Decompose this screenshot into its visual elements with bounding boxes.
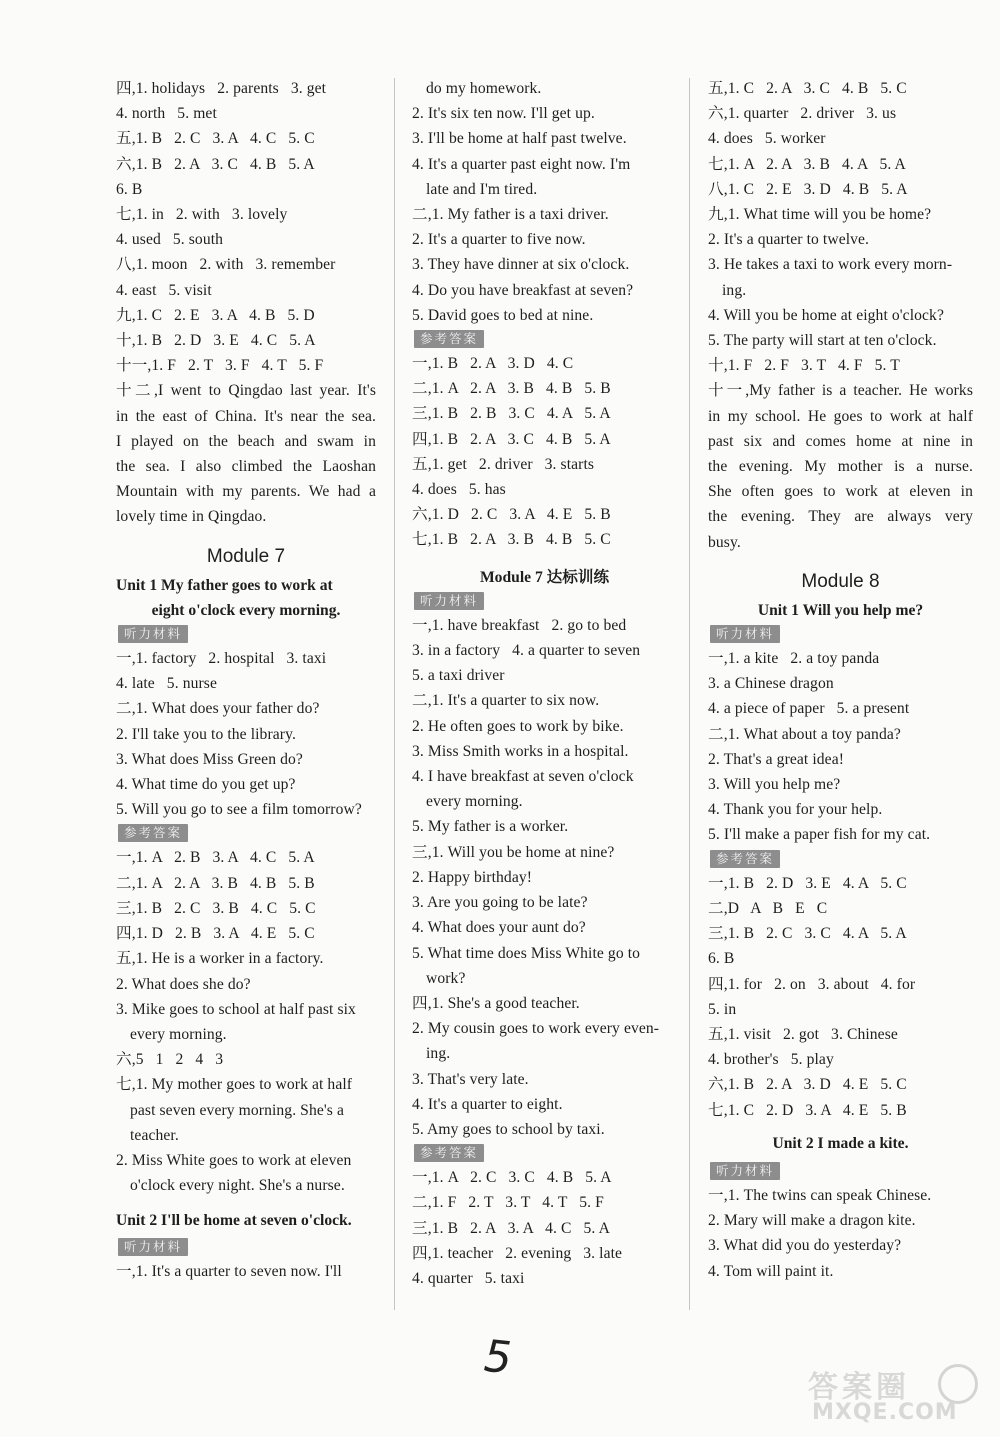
answer-line: 三,1. B 2. A 3. A 4. C 5. A xyxy=(412,1219,610,1237)
answer-line: 九,1. C 2. E 3. A 4. B 5. D xyxy=(116,306,315,324)
watermark-logo xyxy=(790,1360,1000,1437)
module-test-heading: Module 7 达标训练 xyxy=(479,568,610,586)
answer-line: 四,1. B 2. A 3. C 4. B 5. A xyxy=(412,430,611,448)
answer-line: 2. It's a quarter to five now. xyxy=(412,231,586,249)
answer-line: 4. north 5. met xyxy=(116,105,217,123)
answer-line: busy. xyxy=(708,533,741,551)
answer-line: 6. B xyxy=(116,180,143,198)
answer-line: 三,1. B 2. C 3. C 4. A 5. A xyxy=(708,925,907,943)
answer-line: 四,1. holidays 2. parents 3. get xyxy=(116,80,327,97)
answer-column-left xyxy=(116,76,376,1284)
section-label-row xyxy=(412,328,677,351)
section-label: 参考答案 xyxy=(414,1144,484,1162)
answer-line: past seven every morning. She's a xyxy=(130,1101,344,1119)
answer-line: 十一,My father is a teacher. He works xyxy=(708,382,973,400)
answer-line: 五,1. B 2. C 3. A 4. C 5. C xyxy=(116,130,315,148)
answer-line: 2. He often goes to work by bike. xyxy=(412,717,624,735)
answer-line: every morning. xyxy=(426,793,523,811)
answer-line: 3. a Chinese dragon xyxy=(708,675,834,693)
answer-line: 5. Amy goes to school by taxi. xyxy=(412,1120,605,1138)
watermark-text: 答案圈 xyxy=(808,1370,910,1405)
answer-line: 3. Are you going to be late? xyxy=(412,894,588,912)
answer-line: 3. That's very late. xyxy=(412,1070,529,1088)
answer-line: in the east of China. It's near the sea. xyxy=(116,407,376,425)
answer-line: 5. a taxi driver xyxy=(412,667,505,685)
answer-line: 七,1. A 2. A 3. B 4. A 5. A xyxy=(708,155,906,173)
module-heading: Module 7 xyxy=(206,545,286,567)
answer-line: 2. Miss White goes to work at eleven xyxy=(116,1151,352,1169)
answer-line: 3. He takes a taxi to work every morn- xyxy=(708,256,953,274)
section-label-row xyxy=(116,822,376,845)
answer-line: 三,1. B 2. C 3. B 4. C 5. C xyxy=(116,899,316,917)
answer-line: 一,1. a kite 2. a toy panda xyxy=(708,650,880,668)
answer-line: 一,1. It's a quarter to seven now. I'll xyxy=(116,1262,342,1280)
section-label: 听力材料 xyxy=(118,1238,188,1256)
answer-line: 2. Mary will make a dragon kite. xyxy=(708,1212,916,1230)
answer-line: 二,1. My father is a taxi driver. xyxy=(412,206,609,224)
answer-line: 3. What did you do yesterday? xyxy=(708,1237,902,1255)
answer-line: 一,1. The twins can speak Chinese. xyxy=(708,1186,932,1204)
answer-line: 4. used 5. south xyxy=(116,231,224,249)
answer-line: 4. Tom will paint it. xyxy=(708,1262,834,1280)
answer-line: 2. Happy birthday! xyxy=(412,868,533,886)
answer-line: 六,1. D 2. C 3. A 4. E 5. B xyxy=(412,506,611,524)
answer-line: 5. My father is a worker. xyxy=(412,818,569,836)
answer-line: 4. does 5. has xyxy=(412,481,506,499)
answer-line: past six and comes home at nine in xyxy=(708,432,973,450)
answer-line: 5. in xyxy=(708,1000,737,1018)
answer-line: 四,1. D 2. B 3. A 4. E 5. C xyxy=(116,925,315,943)
answer-line: 二,1. What about a toy panda? xyxy=(708,725,901,743)
answer-line: I played on the beach and swam in xyxy=(116,432,376,450)
answer-line: 五,1. get 2. driver 3. starts xyxy=(412,455,595,473)
answer-line: do my homework. xyxy=(426,80,542,97)
unit-heading: Unit 1 My father goes to work at xyxy=(116,576,333,594)
answer-line: 3. in a factory 4. a quarter to seven xyxy=(412,642,641,660)
answer-line: ing. xyxy=(722,281,747,299)
answer-line: every morning. xyxy=(130,1025,227,1043)
section-label-row xyxy=(116,1236,376,1259)
answer-line: 4. brother's 5. play xyxy=(708,1051,834,1069)
answer-line: 2. I'll take you to the library. xyxy=(116,725,296,743)
answer-line: the sea. I also climbed the Laoshan xyxy=(116,458,376,476)
unit-heading: eight o'clock every morning. xyxy=(151,601,341,619)
answer-line: 七,1. B 2. A 3. B 4. B 5. C xyxy=(412,531,611,549)
answer-line: 十,1. F 2. F 3. T 4. F 5. T xyxy=(708,357,900,375)
answer-line: 八,1. C 2. E 3. D 4. B 5. A xyxy=(708,180,908,198)
answer-line: 3. They have dinner at six o'clock. xyxy=(412,256,630,274)
answer-line: 一,1. A 2. C 3. C 4. B 5. A xyxy=(412,1169,612,1187)
answer-line: 4. does 5. worker xyxy=(708,130,826,148)
section-label-row xyxy=(116,623,376,646)
section-label: 参考答案 xyxy=(414,330,484,348)
section-label: 听力材料 xyxy=(414,592,484,610)
answer-line: 4. a piece of paper 5. a present xyxy=(708,700,910,718)
answer-line: 2. It's six ten now. I'll get up. xyxy=(412,105,595,123)
answer-line: 五,1. He is a worker in a factory. xyxy=(116,950,324,968)
answer-line: 一,1. B 2. D 3. E 4. A 5. C xyxy=(708,874,907,892)
answer-line: 九,1. What time will you be home? xyxy=(708,206,932,224)
module-heading: Module 8 xyxy=(801,570,880,592)
answer-line: 二,1. A 2. A 3. B 4. B 5. B xyxy=(116,874,315,892)
answer-line: 六,1. B 2. A 3. D 4. E 5. C xyxy=(708,1076,907,1094)
section-label: 听力材料 xyxy=(710,625,780,643)
answer-line: 4. I have breakfast at seven o'clock xyxy=(412,768,634,786)
answer-line: 5. Will you go to see a film tomorrow? xyxy=(116,801,362,819)
section-label: 听力材料 xyxy=(118,625,188,643)
answer-line: 3. I'll be home at half past twelve. xyxy=(412,130,627,148)
answer-line: 4. What does your aunt do? xyxy=(412,919,586,937)
answer-line: 4. late 5. nurse xyxy=(116,675,217,693)
answer-line: in my school. He goes to work at half xyxy=(708,407,973,425)
answer-line: ing. xyxy=(426,1045,451,1063)
answer-line: Mountain with my parents. We had a xyxy=(116,483,376,501)
section-label-row xyxy=(412,1142,677,1165)
answer-line: 三,1. B 2. B 3. C 4. A 5. A xyxy=(412,405,611,423)
answer-line: 2. What does she do? xyxy=(116,975,251,993)
answer-line: 2. That's a great idea! xyxy=(708,750,845,768)
answer-line: 四,1. She's a good teacher. xyxy=(412,994,580,1012)
answer-line: 5. The party will start at ten o'clock. xyxy=(708,332,937,350)
answer-line: the evening. They are always very xyxy=(708,508,973,526)
answer-line: 一,1. factory 2. hospital 3. taxi xyxy=(116,650,327,668)
answer-line: 5. David goes to bed at nine. xyxy=(412,306,594,324)
section-label-row xyxy=(708,848,973,871)
section-label-row xyxy=(412,590,677,613)
answer-line: 二,1. A 2. A 3. B 4. B 5. B xyxy=(412,380,611,398)
answer-line: 2. My cousin goes to work every even- xyxy=(412,1020,660,1038)
answer-line: 七,1. C 2. D 3. A 4. E 5. B xyxy=(708,1101,907,1119)
answer-line: 五,1. visit 2. got 3. Chinese xyxy=(708,1025,898,1043)
section-label: 听力材料 xyxy=(710,1162,780,1180)
answer-line: 3. What does Miss Green do? xyxy=(116,750,303,768)
answer-line: 3. Will you help me? xyxy=(708,776,841,794)
answer-line: o'clock every night. She's a nurse. xyxy=(130,1177,345,1195)
section-label-row xyxy=(708,1160,973,1183)
answer-line: 十,1. B 2. D 3. E 4. C 5. A xyxy=(116,332,316,350)
answer-line: the evening. My mother is a nurse. xyxy=(708,458,973,476)
column-divider xyxy=(689,78,690,1310)
answer-line: 四,1. teacher 2. evening 3. late xyxy=(412,1244,623,1262)
page-number: 5 xyxy=(477,1331,519,1384)
answer-line: 一,1. have breakfast 2. go to bed xyxy=(412,616,627,634)
answer-line: 二,D A B E C xyxy=(708,899,828,917)
answer-line: 4. Will you be home at eight o'clock? xyxy=(708,306,944,324)
answer-column-middle xyxy=(412,76,677,1291)
answer-line: 4. It's a quarter past eight now. I'm xyxy=(412,155,631,173)
answer-line: 5. I'll make a paper fish for my cat. xyxy=(708,826,931,844)
answer-line: 4. east 5. visit xyxy=(116,281,212,299)
answer-line: 一,1. A 2. B 3. A 4. C 5. A xyxy=(116,849,315,867)
answer-line: 六,5 1 2 4 3 xyxy=(116,1051,224,1069)
answer-line: 二,1. F 2. T 3. T 4. T 5. F xyxy=(412,1194,604,1212)
section-label: 参考答案 xyxy=(118,824,188,842)
answer-line: 4. It's a quarter to eight. xyxy=(412,1095,563,1113)
answer-line: 三,1. Will you be home at nine? xyxy=(412,843,615,861)
answer-line: 5. What time does Miss White go to xyxy=(412,944,641,962)
column-divider xyxy=(394,78,395,1310)
answer-line: 八,1. moon 2. with 3. remember xyxy=(116,256,336,274)
answer-line: 3. Mike goes to school at half past six xyxy=(116,1000,356,1018)
answer-line: 七,1. My mother goes to work at half xyxy=(116,1076,353,1094)
answer-line: 十一,1. F 2. T 3. F 4. T 5. F xyxy=(116,357,324,375)
answer-line: 六,1. B 2. A 3. C 4. B 5. A xyxy=(116,155,315,173)
answer-column-right xyxy=(708,76,973,1284)
answer-line: teacher. xyxy=(130,1126,179,1144)
answer-line: work? xyxy=(426,969,466,987)
unit-heading: Unit 2 I'll be home at seven o'clock. xyxy=(116,1212,352,1230)
answer-line: 五,1. C 2. A 3. C 4. B 5. C xyxy=(708,80,907,97)
answer-line: 4. What time do you get up? xyxy=(116,776,296,794)
answer-line: 3. Miss Smith works in a hospital. xyxy=(412,742,629,760)
answer-line: 4. Do you have breakfast at seven? xyxy=(412,281,634,299)
answer-line: 4. quarter 5. taxi xyxy=(412,1269,525,1287)
answer-line: 四,1. for 2. on 3. about 4. for xyxy=(708,975,916,993)
watermark-circle-icon xyxy=(938,1364,978,1404)
answer-line: 六,1. quarter 2. driver 3. us xyxy=(708,105,897,123)
answer-line: 2. It's a quarter to twelve. xyxy=(708,231,870,249)
answer-line: lovely time in Qingdao. xyxy=(116,508,267,526)
answer-line: 二,1. It's a quarter to six now. xyxy=(412,692,600,710)
answer-line: 一,1. B 2. A 3. D 4. C xyxy=(412,355,574,373)
answer-line: 6. B xyxy=(708,950,735,968)
answer-line: 4. Thank you for your help. xyxy=(708,801,883,819)
answer-line: 十二,I went to Qingdao last year. It's xyxy=(116,382,376,400)
answer-line: She often goes to work at eleven in xyxy=(708,483,973,501)
watermark-url: MXQE.COM xyxy=(812,1400,958,1425)
unit-heading: Unit 2 I made a kite. xyxy=(772,1134,909,1152)
answer-line: late and I'm tired. xyxy=(426,180,538,198)
section-label: 参考答案 xyxy=(710,850,780,868)
section-label-row xyxy=(708,623,973,646)
answer-line: 七,1. in 2. with 3. lovely xyxy=(116,206,288,224)
unit-heading: Unit 1 Will you help me? xyxy=(757,601,924,619)
answer-line: 二,1. What does your father do? xyxy=(116,700,320,718)
